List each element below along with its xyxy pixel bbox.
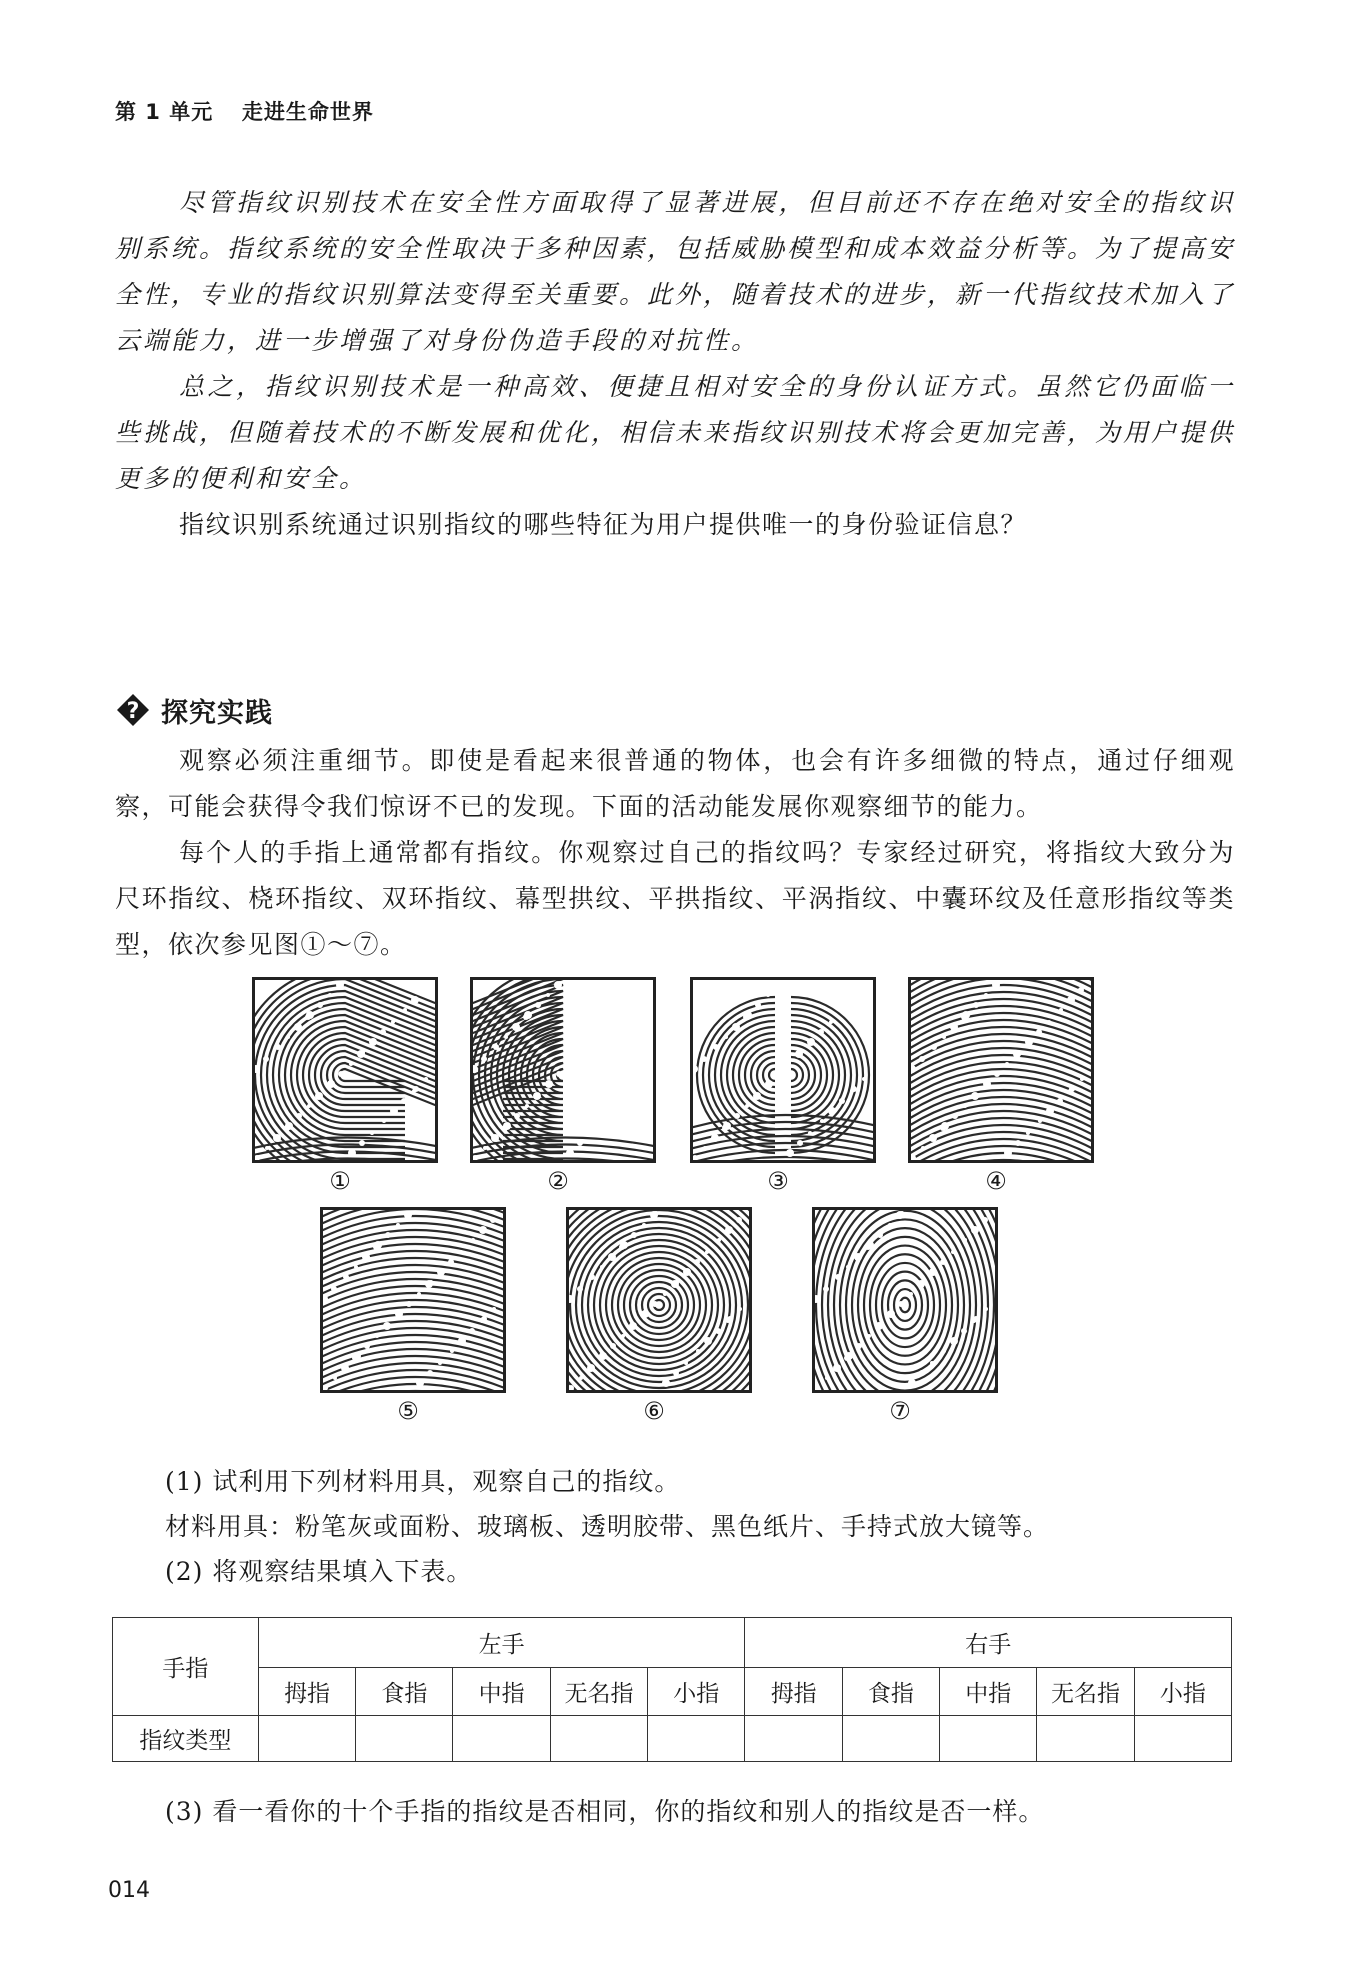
right-hand-header: 右手 [745,1618,1232,1668]
fingerprint-double-loop-icon [693,980,873,1160]
finger-cell: 拇指 [258,1668,355,1716]
blank-cell [1134,1716,1231,1762]
intro-paragraph-2: 总之，指纹识别技术是一种高效、便捷且相对安全的身份认证方式。虽然它仍面临一些挑战，但随着技术的不断发展和优化，相信未来指纹识别技术将会更加完善，为用户提供更多的便利和安全。 [115,372,1236,493]
figure-caption: ② [547,1167,569,1195]
fingerprint-plain-arch-icon [323,1210,503,1390]
finger-cell: 中指 [453,1668,550,1716]
fingerprint-image [566,1207,752,1393]
figure-caption: ⑦ [889,1397,911,1425]
blank-cell [745,1716,842,1762]
fingerprint-image [470,977,656,1163]
row-header-pattern-type: 指纹类型 [113,1716,259,1762]
fingerprint-image [690,977,876,1163]
finger-cell: 小指 [648,1668,745,1716]
unit-label: 第 1 单元 [115,100,214,124]
fingerprint-image [908,977,1094,1163]
fingerprint-tented-arch-icon [911,980,1091,1160]
section-title: 探究实践 [161,697,273,729]
question-mark-icon [115,692,151,728]
blank-cell [356,1716,453,1762]
blank-cell [648,1716,745,1762]
left-hand-header: 左手 [258,1618,745,1668]
figure-caption: ③ [767,1167,789,1195]
fingerprint-loop-left-icon [473,980,653,1160]
fingerprint-loop-right-icon [255,980,435,1160]
finger-cell: 无名指 [550,1668,647,1716]
fingerprint-whorl-icon [569,1210,749,1390]
finger-cell: 拇指 [745,1668,842,1716]
blank-cell [550,1716,647,1762]
finger-cell: 食指 [356,1668,453,1716]
section-paragraph-2: 每个人的手指上通常都有指纹。你观察过自己的指纹吗？专家经过研究，将指纹大致分为尺环指纹、桡环指纹、双环指纹、幕型拱纹、平拱指纹、平涡指纹、中囊环纹及任意形指纹等类型，依次参见图①～⑦。 [115,838,1235,959]
figure-caption: ⑤ [397,1397,419,1425]
unit-title: 走进生命世界 [241,100,374,124]
fingerprint-image [812,1207,998,1393]
row-header-finger: 手指 [113,1618,259,1716]
section-paragraph-1: 观察必须注重细节。即使是看起来很普通的物体，也会有许多细微的特点，通过仔细观察，可能会获得令我们惊讶不已的发现。下面的活动能发展你观察细节的能力。 [115,746,1235,821]
figure-caption: ⑥ [643,1397,665,1425]
fingerprint-central-pocket-loop-icon [815,1210,995,1390]
finger-cell: 无名指 [1037,1668,1134,1716]
fingerprint-image [320,1207,506,1393]
finger-cell: 小指 [1134,1668,1231,1716]
finger-cell: 食指 [842,1668,939,1716]
step-2: (2) 将观察结果填入下表。 [165,1557,473,1586]
svg-text:?: ? [126,699,140,724]
figure-caption: ① [329,1167,351,1195]
section-heading [115,690,273,730]
blank-cell [1037,1716,1134,1762]
blank-cell [453,1716,550,1762]
intro-question: 指纹识别系统通过识别指纹的哪些特征为用户提供唯一的身份验证信息？ [179,510,1028,539]
observation-table [112,1617,1232,1762]
finger-cell: 中指 [940,1668,1037,1716]
intro-paragraph-1: 尽管指纹识别技术在安全性方面取得了显著进展，但目前还不存在绝对安全的指纹识别系统。指纹系统的安全性取决于多种因素，包括威胁模型和成本效益分析等。为了提高安全性，专业的指纹识别算法变得至关重要。此外，随着技术的进步，新一代指纹技术加入了云端能力，进一步增强了对身份伪造手段的对抗性。 [115,188,1236,355]
page-header [115,96,374,126]
blank-cell [258,1716,355,1762]
page-number: 014 [108,1878,150,1903]
step-3: (3) 看一看你的十个手指的指纹是否相同，你的指纹和别人的指纹是否一样。 [165,1797,1045,1826]
blank-cell [842,1716,939,1762]
fingerprint-image [252,977,438,1163]
figure-caption: ④ [985,1167,1007,1195]
materials-text: 材料用具：粉笔灰或面粉、玻璃板、透明胶带、黑色纸片、手持式放大镜等。 [165,1512,1050,1541]
step-1: (1) 试利用下列材料用具，观察自己的指纹。 [165,1467,681,1496]
blank-cell [940,1716,1037,1762]
